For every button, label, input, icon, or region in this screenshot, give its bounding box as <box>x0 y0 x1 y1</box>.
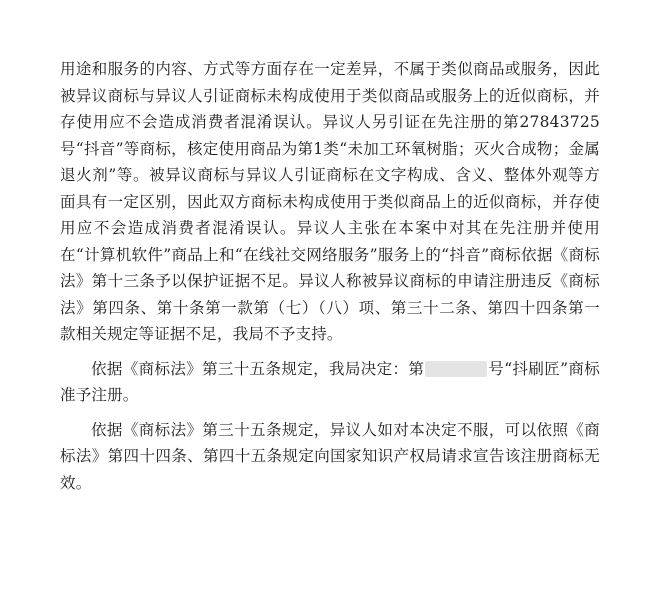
document-body <box>60 56 600 496</box>
paragraph-gap <box>60 409 600 417</box>
paragraph-3: 依据《商标法》第三十五条规定，异议人如对本决定不服，可以依照《商标法》第四十四条、第四十五条规定向国家知识产权局请求宣告该注册商标无效。 <box>60 420 600 492</box>
paragraph-2-text-before: 依据《商标法》第三十五条规定，我局决定：第 <box>91 359 425 378</box>
paragraph-1: 用途和服务的内容、方式等方面存在一定差异，不属于类似商品或服务，因此被异议商标与异议人引证商标未构成使用于类似商品或服务上的近似商标，并存使用应不会造成消费者混淆误认。异议人另引证在先注册的第27843725号“抖音”等商标，核定使用商品为第1类“未加工环氧树脂；灭火合成物；金属退火剂”等。被异议商标与异议人引证商标在文字构成、含义、整体外观等方面具有一定区别，因此双方商标未构成使用于类似商品上的近似商标，并存使用应不会造成消费者混淆误认。异议人主张在本案中对其在先注册并使用在“计算机软件”商品上和“在线社交网络服务”服务上的“抖音”商标依据《商标法》第十三条予以保护证据不足。异议人称被异议商标的申请注册违反《商标法》第四条、第十条第一款第（七）（八）项、第三十二条、第四十四条第一款相关规定等证据不足，我局不予支持。 <box>60 60 600 343</box>
redacted-registration-number <box>425 361 487 377</box>
paragraph-2 <box>60 356 600 409</box>
paragraph-gap <box>60 348 600 356</box>
paragraph-2-text-after: 号“抖刷匠”商标准予注册。 <box>60 359 601 404</box>
